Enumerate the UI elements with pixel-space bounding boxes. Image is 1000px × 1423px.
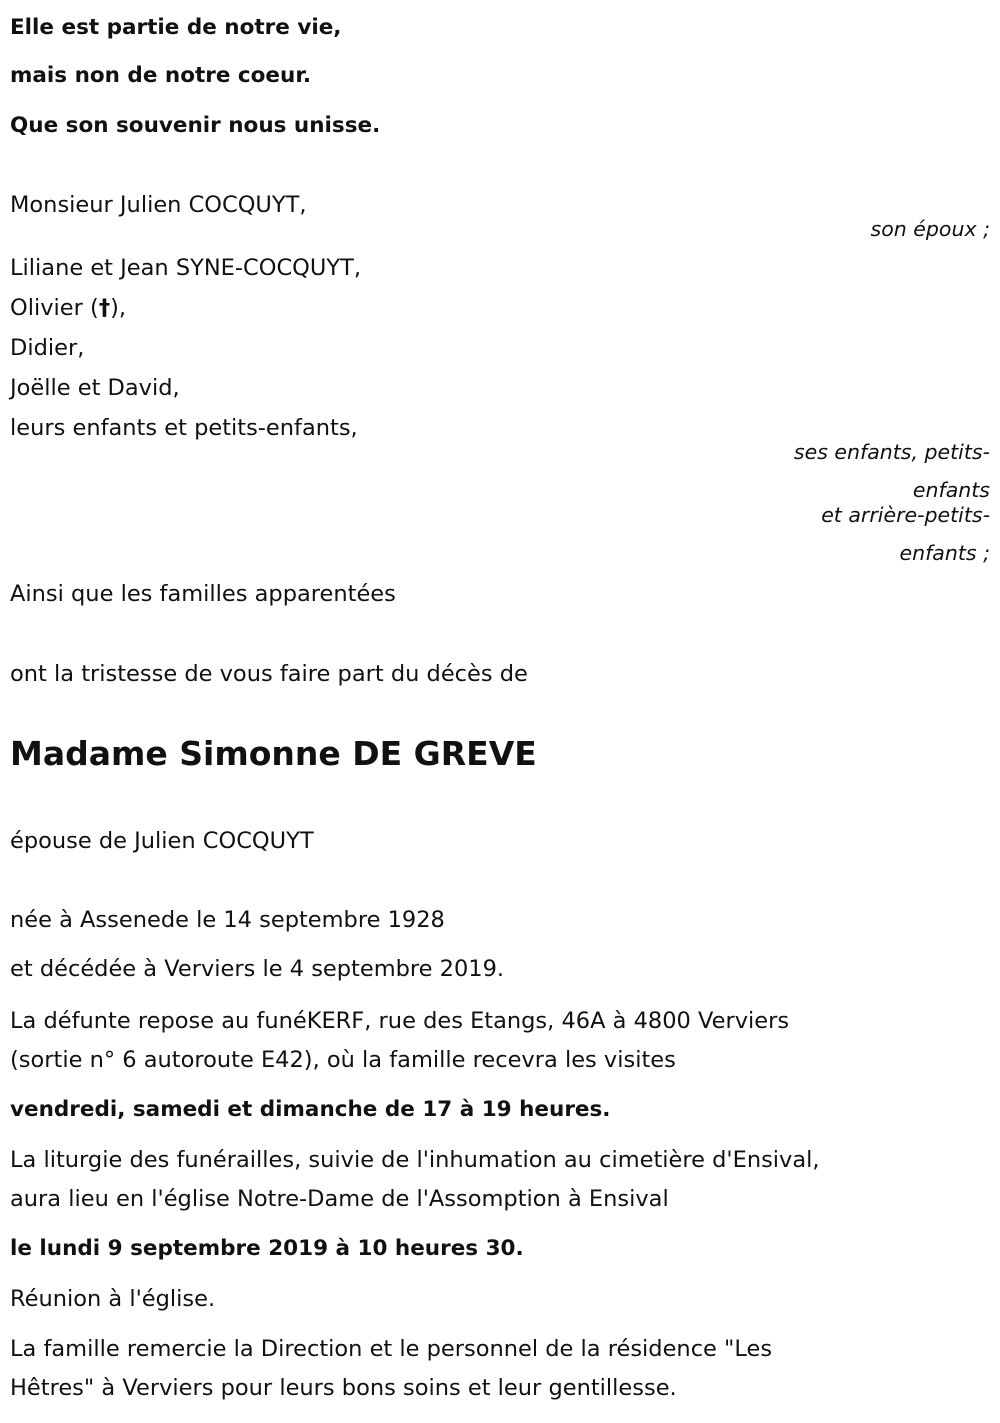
verse-line: mais non de notre coeur. xyxy=(10,63,312,88)
verse-line: Elle est partie de notre vie, xyxy=(10,15,342,40)
children-role: enfants xyxy=(912,478,990,502)
child-line: Didier, xyxy=(10,335,85,361)
detail-line: (sortie n° 6 autoroute E42), où la famille recevra les visites xyxy=(10,1047,676,1073)
detail-line: née à Assenede le 14 septembre 1928 xyxy=(10,907,445,933)
visit-hours: vendredi, samedi et dimanche de 17 à 19 heures. xyxy=(10,1097,611,1122)
child-line xyxy=(10,294,126,322)
child-suffix: ), xyxy=(110,295,126,321)
children-role: et arrière-petits- xyxy=(821,503,990,527)
relatives-line: Ainsi que les familles apparentées xyxy=(10,581,396,607)
child-line: Liliane et Jean SYNE-COCQUYT, xyxy=(10,255,361,281)
husband-name: Monsieur Julien COCQUYT, xyxy=(10,192,307,218)
spouse-line: épouse de Julien COCQUYT xyxy=(10,828,314,854)
detail-line: Réunion à l'église. xyxy=(10,1286,216,1312)
verse-line: Que son souvenir nous unisse. xyxy=(10,113,381,138)
children-role: ses enfants, petits- xyxy=(793,440,990,464)
child-line: Joëlle et David, xyxy=(10,375,180,401)
detail-line: et décédée à Verviers le 4 septembre 2019. xyxy=(10,956,505,982)
husband-role: son époux ; xyxy=(870,217,990,241)
cross-icon: † xyxy=(98,295,111,321)
detail-line: La liturgie des funérailles, suivie de l'inhumation au cimetière d'Ensival, xyxy=(10,1147,820,1173)
deceased-name: Madame Simonne DE GREVE xyxy=(10,734,537,773)
detail-line: Hêtres" à Verviers pour leurs bons soins et leur gentillesse. xyxy=(10,1375,677,1401)
detail-line: La défunte repose au funéKERF, rue des Etangs, 46A à 4800 Verviers xyxy=(10,1008,790,1034)
child-name: Olivier ( xyxy=(10,295,99,321)
detail-line: aura lieu en l'église Notre-Dame de l'Assomption à Ensival xyxy=(10,1186,669,1212)
announcement: ont la tristesse de vous faire part du décès de xyxy=(10,661,528,687)
detail-line: La famille remercie la Direction et le personnel de la résidence "Les xyxy=(10,1336,773,1362)
funeral-date: le lundi 9 septembre 2019 à 10 heures 30. xyxy=(10,1236,524,1261)
child-line: leurs enfants et petits-enfants, xyxy=(10,415,358,441)
children-role: enfants ; xyxy=(899,541,990,565)
